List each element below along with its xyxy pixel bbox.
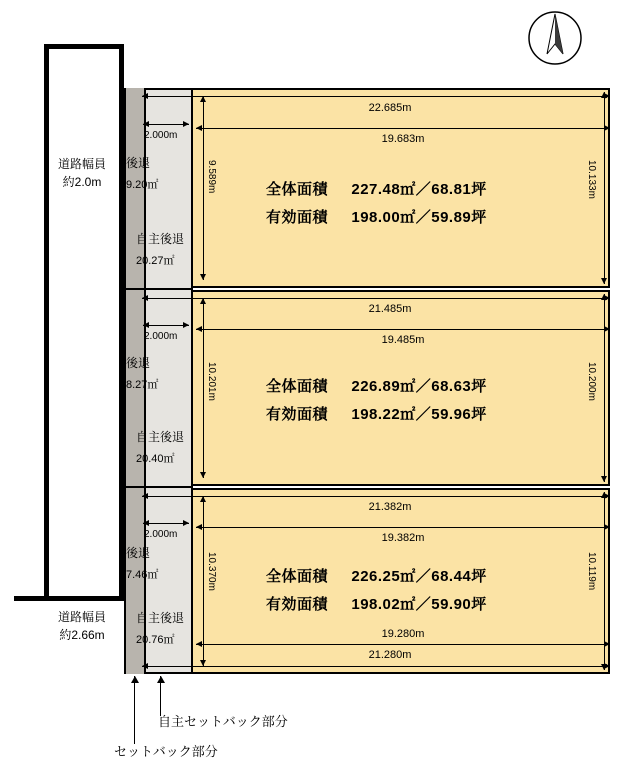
road-line-horizontal-top [44, 44, 124, 49]
lot-3-top-inner-dim-label: 19.382m [381, 532, 425, 544]
road-label-bottom-line2: 約2.66m [59, 628, 105, 642]
lot-1-top-inner-dim-label: 19.683m [381, 133, 425, 145]
lot-2-self-setback-area: 20.40㎡ [136, 453, 175, 465]
lot-1-top-inner-dim-arrow [196, 128, 610, 129]
bottom-outer-dim-label: 21.280m [368, 649, 412, 661]
lot-1-setback-width-arrow [143, 124, 189, 125]
lot-2-effective-area-row [266, 403, 487, 424]
setback-legend-label: セットバック部分 [114, 744, 218, 759]
lot-3-effective-area-row [266, 593, 487, 614]
road-label-bottom [58, 608, 106, 644]
lot-3-total-area-label: 全体面積 [266, 568, 329, 585]
lot-3-self-setback-label: 自主後退 [136, 611, 185, 625]
lot-2-left-dim-label: 10.201m [206, 362, 217, 401]
lot-1-effective-area-row [266, 206, 487, 227]
lot-3-total-area-row [266, 565, 487, 586]
lot-3-top-inner-dim-arrow [196, 527, 610, 528]
lot-1-total-area-row [266, 178, 487, 199]
lot-3-right-dim-label: 10.119m [586, 552, 597, 591]
lot-2-right-dim-label: 10.200m [586, 362, 597, 401]
lot-3-setback-width-label: 2.000m [144, 529, 178, 540]
lot-2-effective-area-label: 有効面積 [266, 406, 329, 423]
lot-1-left-dim-arrow [203, 96, 204, 280]
road-label-bottom-line1: 道路幅員 [57, 610, 107, 624]
lot-1-setback-label: 後退 [126, 156, 151, 170]
lot-2-band-divider [124, 486, 192, 488]
lot-2-left-dim-arrow [203, 298, 204, 478]
lot-3-effective-area-label: 有効面積 [266, 596, 329, 613]
lot-1-top-outer-dim-arrow [142, 96, 610, 97]
lot-1-right-dim-arrow [604, 92, 605, 284]
lot-2-total-area-row [266, 375, 487, 396]
lot-2-top-outer-dim-arrow [142, 298, 610, 299]
road-label-top [58, 155, 106, 191]
lot-1-top-outer-dim-label: 22.685m [368, 102, 412, 114]
self-setback-legend-label: 自主セットバック部分 [158, 714, 288, 729]
lot-3-effective-area-value: 198.02㎡／59.90坪 [351, 596, 487, 613]
lot-2-top-outer-dim-label: 21.485m [368, 303, 412, 315]
lot-1-left-dim-label: 9.589m [206, 160, 217, 194]
lot-2-total-area-value: 226.89㎡／68.63坪 [351, 378, 487, 395]
lot-2-setback-area: 8.27㎡ [126, 379, 159, 391]
road-line-vertical-outer [44, 44, 49, 600]
lot-2-setback-width-label: 2.000m [144, 331, 178, 342]
lot-2-setback-label: 後退 [126, 356, 151, 370]
lot-1-effective-area-label: 有効面積 [266, 209, 329, 226]
lot-1-setback-width-label: 2.000m [144, 130, 178, 141]
lot-3-total-area-value: 226.25㎡／68.44坪 [351, 568, 487, 585]
north-arrow-icon [525, 8, 585, 68]
road-line-horizontal-bottom [14, 596, 124, 601]
lot-2-top-inner-dim-label: 19.485m [381, 334, 425, 346]
lot-3-left-dim-label: 10.370m [206, 552, 217, 591]
lot-3-top-outer-dim-label: 21.382m [368, 501, 412, 513]
lot-3-self-setback-area: 20.76㎡ [136, 634, 175, 646]
lot-1-self-setback-area: 20.27㎡ [136, 255, 175, 267]
lot-3-left-dim-arrow [203, 496, 204, 666]
lot-2-self-setback-label: 自主後退 [136, 430, 185, 444]
bottom-outer-dim-arrow [142, 666, 610, 667]
lot-1-effective-area-value: 198.00㎡／59.89坪 [351, 209, 487, 226]
bottom-inner-dim-arrow [196, 644, 610, 645]
lot-1-setback-area: 9.20㎡ [126, 179, 159, 191]
road-label-top-line1: 道路幅員 [57, 157, 107, 171]
lot-3-setback-width-arrow [143, 523, 189, 524]
road-label-top-line2: 約2.0m [62, 175, 102, 189]
lot-3-setback-label: 後退 [126, 546, 151, 560]
lot-2-top-inner-dim-arrow [196, 329, 610, 330]
lot-1-total-area-value: 227.48㎡／68.81坪 [351, 181, 487, 198]
bottom-inner-dim-label: 19.280m [381, 628, 425, 640]
lot-1-total-area-label: 全体面積 [266, 181, 329, 198]
lot-2-effective-area-value: 198.22㎡／59.96坪 [351, 406, 487, 423]
setback-callout-line [134, 676, 135, 744]
lot-1-band-divider [124, 288, 192, 290]
lot-1-right-dim-label: 10.133m [586, 160, 597, 199]
lot-2-right-dim-arrow [604, 294, 605, 482]
self-setback-callout-line [160, 676, 161, 716]
lot-2-total-area-label: 全体面積 [266, 378, 329, 395]
lot-1-self-setback-label: 自主後退 [136, 232, 185, 246]
lot-2-setback-width-arrow [143, 325, 189, 326]
lot-3-top-outer-dim-arrow [142, 496, 610, 497]
lot-3-setback-area: 7.46㎡ [126, 569, 159, 581]
